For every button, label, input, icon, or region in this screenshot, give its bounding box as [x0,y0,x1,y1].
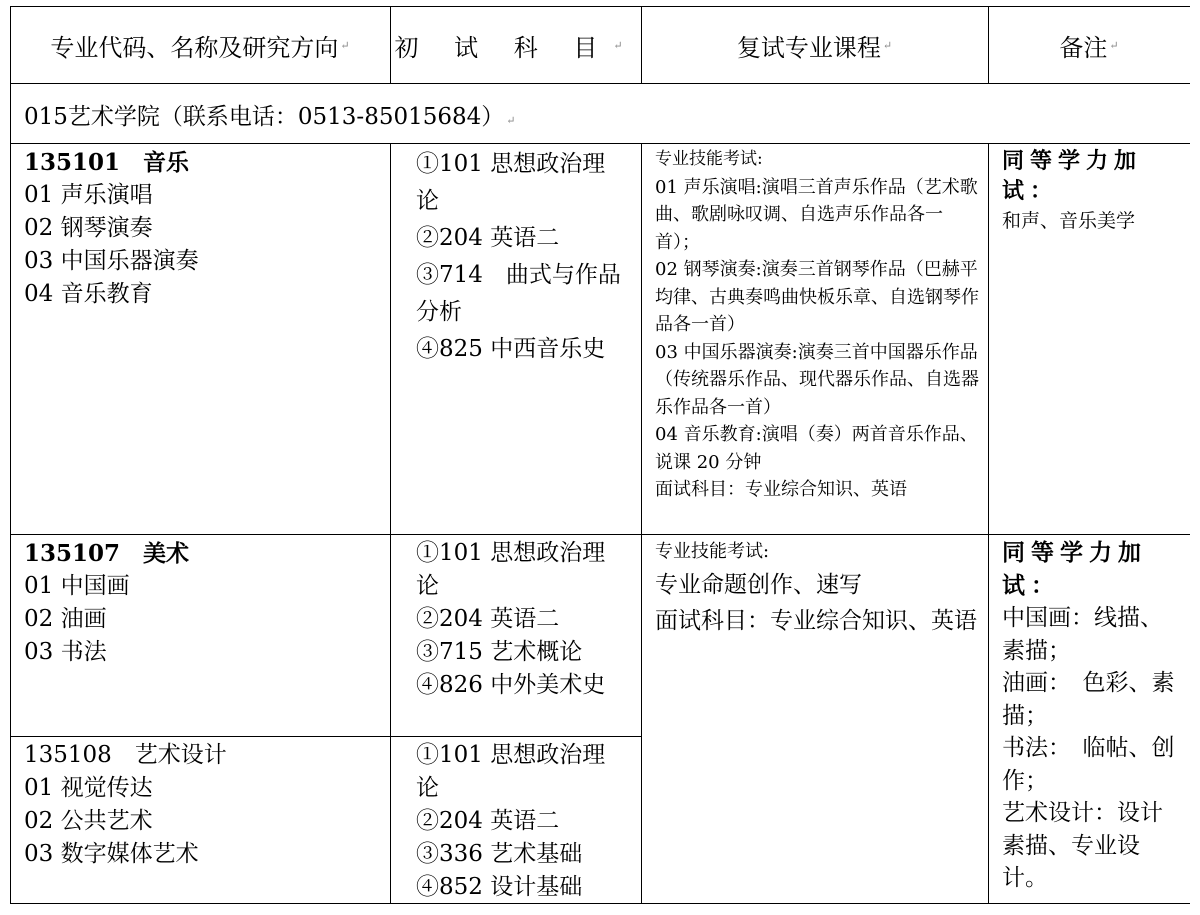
header-major-code: 专业代码、名称及研究方向 ↵ [50,33,350,62]
music-retest-cell [655,146,981,534]
music-major-cell [24,146,386,531]
header-initial-exam: 初 试 科 目 ↵ [394,33,637,62]
exam-subject: ③336 艺术基础 [416,841,583,867]
design-major-cell [24,739,386,901]
exam-subject: ④826 中外美术史 [416,672,606,698]
remark-item: 书法： 临帖、创作； [1002,735,1175,794]
exam-subject: ①101 思想政治理论 [416,540,606,599]
music-direction: 04 音乐教育 [24,281,153,307]
music-exam-cell [416,146,624,531]
fine-art-direction: 01 中国画 [24,573,130,599]
exam-subject: ③715 艺术概论 [416,639,583,665]
interview-subjects: 面试科目：专业综合知识、英语 [655,479,907,500]
remark-item: 中国画：线描、素描； [1002,605,1163,664]
music-direction: 01 声乐演唱 [24,182,153,208]
art-remark-cell [1002,537,1182,901]
fine-art-direction: 03 书法 [24,639,107,665]
music-direction: 03 中国乐器演奏 [24,248,199,274]
retest-title: 专业技能考试: [655,541,770,562]
remark-title: 同等学力加试： [1002,539,1147,599]
fine-art-direction: 02 油画 [24,606,107,632]
design-exam-cell [416,739,624,901]
exam-subject: ②204 英语二 [416,225,560,251]
exam-subject: ④852 设计基础 [416,874,583,900]
admissions-table [10,6,1190,904]
exam-subject: ②204 英语二 [416,808,560,834]
exam-subject: ④825 中西音乐史 [416,336,606,362]
exam-subject: ②204 英语二 [416,606,560,632]
exam-subject: ①101 思想政治理论 [416,742,606,801]
music-code-name: 135101 音乐 [24,149,190,176]
remark-title: 同等学力加试： [1002,148,1143,204]
retest-title: 专业技能考试: [655,149,763,169]
retest-item: 03 中国乐器演奏:演奏三首中国器乐作品（传统器乐作品、现代器乐作品、自选器乐作品各一首） [655,341,979,418]
design-direction: 03 数字媒体艺术 [24,841,199,867]
retest-item: 02 钢琴演奏:演奏三首钢琴作品（巴赫平均律、古典奏鸣曲快板乐章、自选钢琴作品各一首） [655,259,979,335]
college-row: 015艺术学院（联系电话：0513-85015684） ↵ [24,104,516,130]
interview-subjects: 面试科目：专业综合知识、英语 [655,608,977,634]
remark-item: 油画： 色彩、素描； [1002,670,1175,729]
exam-subject: ③714 曲式与作品分析 [416,262,621,325]
retest-item: 04 音乐教育:演唱（奏）两首音乐作品、说课 20 分钟 [655,424,978,473]
design-direction: 02 公共艺术 [24,808,153,834]
music-remark-cell [1002,146,1182,531]
exam-subject: ①101 思想政治理论 [416,151,606,214]
fine-art-major-cell [24,537,386,733]
fine-art-code-name: 135107 美术 [24,540,190,567]
retest-item: 01 声乐演唱:演唱三首声乐作品（艺术歌曲、歌剧咏叹调、自选声乐作品各一首）； [655,176,978,253]
remark-body: 和声、音乐美学 [1002,210,1136,232]
retest-body: 专业命题创作、速写 [655,572,862,598]
art-retest-cell [655,537,981,901]
remark-item: 艺术设计：设计素描、专业设计。 [1002,800,1163,891]
design-direction: 01 视觉传达 [24,775,153,801]
design-code-name: 135108 艺术设计 [24,742,227,768]
header-remark: 备注 ↵ [1059,33,1119,62]
fine-art-exam-cell [416,537,624,733]
music-direction: 02 钢琴演奏 [24,215,153,241]
header-retest-course: 复试专业课程 ↵ [736,33,893,62]
